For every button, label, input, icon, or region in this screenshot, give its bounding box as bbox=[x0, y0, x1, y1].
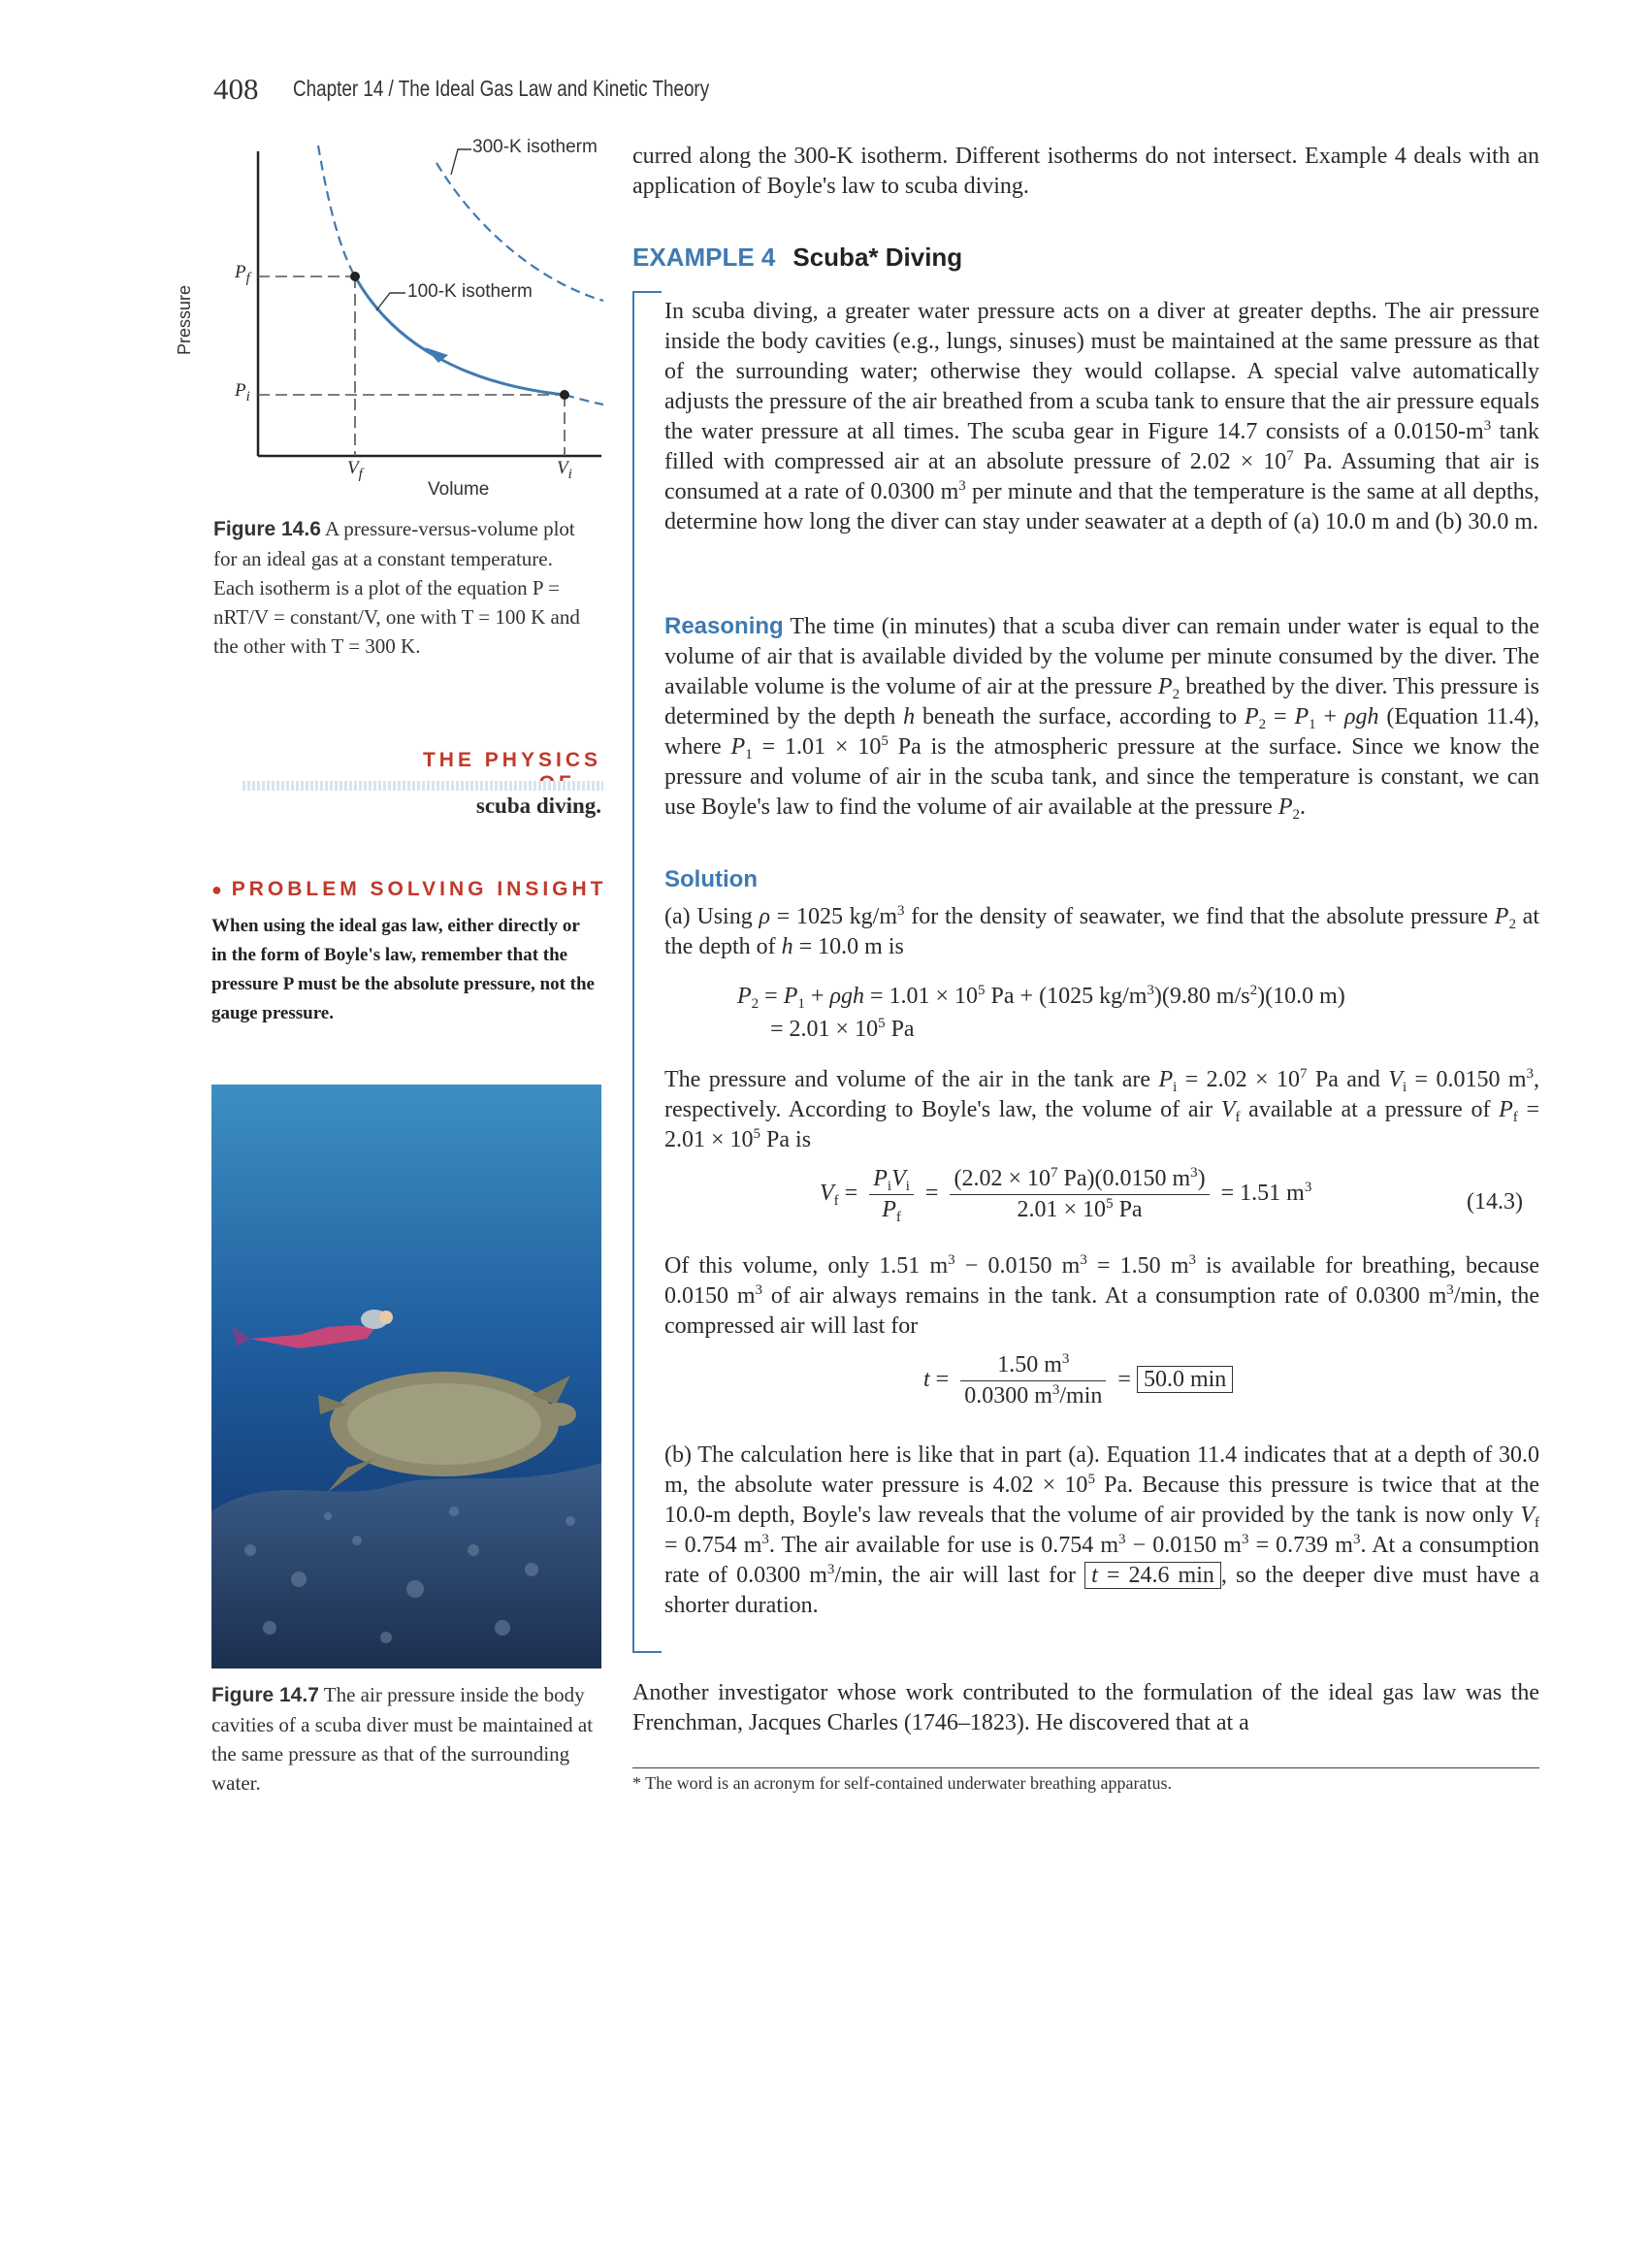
reasoning-paragraph: Reasoning The time (in minutes) that a scuba diver can remain under water is equal to the volume of air that is available divided by the volume per minute consumed by the diver. The available volume is the volume of air at the pressure $P_2$ breathed by the diver. This pressure is determined by the depth h beneath the surface, according to $P_2 = P_1 + \rho gh$ (Equation 11.4), where $P_1 = 1.01 \times 10^5$ Pa is the atmospheric pressure at the surface. Since we know the pressure and volume of air in the scuba tank, and since the temperature is constant, we can use Boyle's law to find the volume of air available at the pressure $P_2$. bbox=[664, 613, 1539, 823]
bullet-icon: ● bbox=[211, 880, 222, 899]
physics-of-topic: scuba diving. bbox=[475, 794, 601, 818]
problem-statement: In scuba diving, a greater water pressure acts on a diver at greater depths. The air pressure inside the body cavities (e.g., lungs, sinuses) must be maintained at the same pressure as that of the surrounding water; otherwise they would collapse. A special valve automatically adjusts the pressure of the air breathed from a scuba tank to ensure that the air pressure equals the water pressure at all times. The scuba gear in Figure 14.7 consists of a $0.0150-m^3$ tank filled with compressed air at an absolute pressure of $2.02 \times 10^7$ Pa. Assuming that air is consumed at a rate of 0.0300 $m^3$ per minute and that the temperature is the same at all depths, determine how long the diver can stay under seawater at a depth of (a) 10.0 m and (b) 30.0 m. bbox=[664, 299, 1539, 535]
answer-a: 50.0 min bbox=[1137, 1366, 1233, 1393]
footnote: * The word is an acronym for self-contained underwater breathing apparatus. bbox=[632, 1773, 1172, 1793]
example-heading bbox=[632, 243, 962, 273]
curve-label-100k: 100-K isotherm bbox=[407, 281, 533, 302]
equation-boyle: $V_f$ = $\frac{P_iV_i}{P_f}$ = $\frac{(2.02 \times 10^7 Pa)(0.0150 m^3)}{2.01 \times 10^5 Pa}$ = 1.51 $m^3$ bbox=[820, 1165, 1312, 1225]
part-b-text: (b) The calculation here is like that in part (a). Equation 11.4 indicates that at a depth of 30.0 m, the absolute water pressure is $4.02 \times 10^5$ Pa. Because this pressure is twice that at the 10.0-m depth, Boyle's law reveals that the volume of air provided by the tank is now only $V_f = 0.754$ $m^3$. The air available for use is 0.754 $m^3 - 0.0150$ $m^3 = 0.739$ $m^3$. At a consumption rate of 0.0300 $m^3/\min$, the air will last for t = 24.6 min , so the deeper dive must have a shorter duration. bbox=[664, 1442, 1540, 1618]
curve-label-300k: 300-K isotherm bbox=[472, 137, 598, 157]
running-head: Chapter 14 / The Ideal Gas Law and Kinetic Theory bbox=[293, 76, 710, 101]
isotherm-100k-dashed bbox=[318, 146, 603, 405]
caption-text: The air pressure inside the body cavities of a scuba diver must be maintained at the same pressure as that of the surrounding water. bbox=[211, 1683, 594, 1795]
isotherm-300k bbox=[436, 163, 603, 301]
outro-paragraph: Another investigator whose work contributed to the formulation of the ideal gas law was the Frenchman, Jacques Charles (1746–1823). He discovered that at a bbox=[632, 1680, 1539, 1735]
intro-paragraph: curred along the 300-K isotherm. Different isotherms do not intersect. Example 4 deals with an application of Boyle's law to scuba diving. bbox=[632, 144, 1539, 199]
physics-of-rule bbox=[242, 781, 603, 791]
point-final bbox=[350, 272, 360, 281]
x-axis-label: Volume bbox=[428, 479, 490, 500]
volume-available-text: Of this volume, only 1.51 $m^3 - 0.0150$ $m^3 = 1.50$ $m^3$ is available for breathing, because 0.0150 $m^3$ of air always remains in the tank. At a consumption rate of 0.0300 $m^3/\min$, the compressed air will last for bbox=[664, 1252, 1540, 1339]
example-title: Scuba* Diving bbox=[792, 243, 963, 272]
figure-14-6-caption bbox=[213, 514, 592, 661]
figure-14-7-caption bbox=[211, 1680, 595, 1798]
example-bracket bbox=[632, 291, 662, 1653]
solution-label: Solution bbox=[664, 866, 758, 892]
insight-label: ● PROBLEM SOLVING INSIGHT bbox=[211, 878, 607, 900]
point-initial bbox=[560, 390, 569, 400]
figure-14-6-plot bbox=[175, 116, 621, 514]
page-number: 408 bbox=[213, 72, 259, 106]
part-a-text: (a) Using ρ = 1025 $kg/m^3$ for the density of seawater, we find that the absolute pressure $P_2$ at the depth of h = 10.0 m is bbox=[664, 903, 1540, 959]
equation-number: (14.3) bbox=[1467, 1189, 1523, 1215]
equation-time: t = $\frac{1.50 m^3}{0.0300 m^3/\min}$ = 50.0 min bbox=[923, 1352, 1233, 1409]
y-axis-label: Pressure bbox=[175, 284, 194, 356]
reasoning-label: Reasoning bbox=[664, 613, 784, 639]
reef bbox=[211, 1463, 601, 1669]
pressure-volume-text: The pressure and volume of the air in the tank are $P_i = 2.02 \times 10^7$ Pa and $V_i = 0.0150$ $m^3$, respectively. According to Boyle's law, the volume of air $V_f$ available at a pressure of $P_f = 2.01 \times 10^5$ Pa is bbox=[664, 1066, 1540, 1152]
physics-of-label: THE PHYSICS bbox=[422, 749, 601, 771]
caption-label: Figure 14.7 bbox=[211, 1684, 319, 1706]
answer-b: t = 24.6 min bbox=[1084, 1562, 1221, 1589]
tick-vf: $V_f$ bbox=[347, 458, 363, 482]
leader-300k bbox=[451, 149, 471, 175]
insight-text: When using the ideal gas law, either directly or in the form of Boyle's law, remember that the pressure P must be the absolute pressure, not the gauge pressure. bbox=[211, 916, 595, 1023]
tick-pf: $P_f$ bbox=[235, 262, 250, 286]
example-label: EXAMPLE 4 bbox=[632, 243, 776, 272]
figure-14-7-photo bbox=[211, 1085, 601, 1669]
caption-label: Figure 14.6 bbox=[213, 518, 321, 540]
caption-text: A pressure-versus-volume plot for an ideal gas at a constant temperature. Each isotherm is a plot of the equation P = nRT/V = constant/V, one with T = 100 K and the other with T = 300 K. bbox=[213, 517, 580, 658]
tick-vi: $V_i$ bbox=[557, 458, 572, 482]
equation-p2: $P_2 = P_1 + \rho gh = 1.01 \times 10^5$ Pa + (1025 $kg/m^3)(9.80$ $m/s^2)(10.0$ m) = $2.01 \times 10^5$ Pa bbox=[737, 983, 1345, 1042]
footnote-rule bbox=[632, 1767, 1539, 1768]
leader-100k bbox=[376, 293, 405, 310]
tick-pi: $P_i$ bbox=[235, 380, 250, 405]
